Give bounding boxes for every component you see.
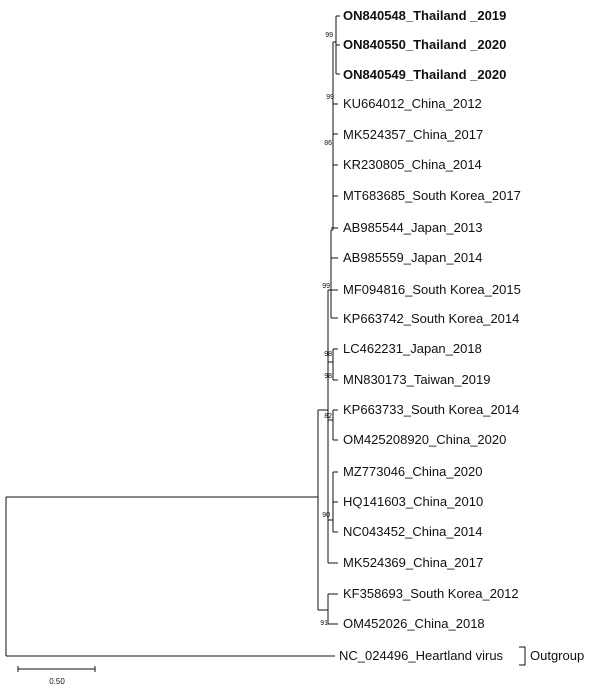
bootstrap-value: 91 [320,620,328,627]
bootstrap-value: 82 [324,413,332,420]
bootstrap-value: 90 [322,512,330,519]
bootstrap-value: 99 [322,283,330,290]
outgroup-bracket [519,647,584,665]
taxon-labels [339,8,521,663]
taxon-label: MZ773046_China_2020 [343,464,483,479]
bootstrap-value: 99 [325,32,333,39]
taxon-label: MK524369_China_2017 [343,555,484,570]
taxon-label: HQ141603_China_2010 [343,494,484,509]
taxon-label: OM425208920_China_2020 [343,432,507,447]
taxon-label: AB985559_Japan_2014 [343,250,483,265]
bootstrap-value: 99 [326,94,334,101]
taxon-label: AB985544_Japan_2013 [343,220,483,235]
taxon-label: ON840548_Thailand _2019 [343,8,507,23]
bootstrap-values [320,32,334,627]
outgroup-group-label: Outgroup [530,648,585,663]
taxon-label: MN830173_Taiwan_2019 [343,372,491,387]
taxon-label: MT683685_South Korea_2017 [343,188,521,203]
outgroup-bracket-line [519,647,525,665]
taxon-label: ON840550_Thailand _2020 [343,37,507,52]
taxon-label: KP663742_South Korea_2014 [343,311,520,326]
bootstrap-value: 98 [324,351,332,358]
taxon-label: LC462231_Japan_2018 [343,341,482,356]
taxon-label: NC043452_China_2014 [343,524,483,539]
bootstrap-value: 86 [324,140,332,147]
taxon-label: MF094816_South Korea_2015 [343,282,521,297]
scale-bar-label: 0.50 [49,677,65,686]
scale-bar [18,666,95,686]
taxon-label: KP663733_South Korea_2014 [343,402,520,417]
taxon-label: OM452026_China_2018 [343,616,485,631]
bootstrap-value: 98 [324,373,332,380]
taxon-label: KR230805_China_2014 [343,157,482,172]
taxon-label: MK524357_China_2017 [343,127,484,142]
outgroup-taxon-label: NC_024496_Heartland virus [339,648,504,663]
taxon-label: KF358693_South Korea_2012 [343,586,519,601]
taxon-label: KU664012_China_2012 [343,96,482,111]
taxon-label: ON840549_Thailand _2020 [343,67,507,82]
tree-branches [6,16,340,656]
